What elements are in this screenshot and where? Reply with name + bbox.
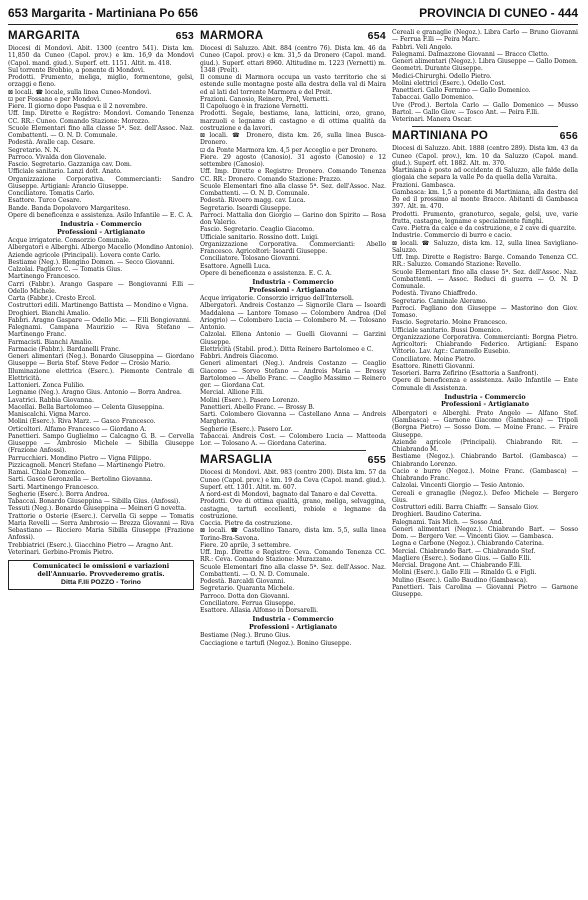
notice-text: Comunicateci le omissioni e variazioni dell'Annuario. Provvederemo gratis. <box>32 563 170 578</box>
section-heading: Industria - Commercio Professioni - Artigianato <box>56 220 146 236</box>
business-listing: Acque irrigatorie. Consorzio Comunale. Albergatori e Alberghi. Albergo Macello (Mondino Antonio). Aziende agricole (Principali). Lovera conte Carlo. Bestiame (Neg.). Blengino Domen. — Secco Giovanni. Calzolai. Pagliero C. — Tomatis Gius. Martinengo Francesco. Carri (Fabbr.). Arango Gaspare — Bongiovanni F.lli — Odello Michele. Carta (Fabbr.). Cresto Ercol. Costruttori edili. Martinengo Battista — Mondino e Vigna. Droghieri. Bianchi Amalio. Fabbri. Aragno Gaspare — Odello Mic. — F.lli Bongiovanni. Falegnami. Campana Maurizio — Riva Stefano — Martinengo Franc. Farmacisti. Bianchi Amalio. Farmacie (Fabbr.). Bardanelli Franc. Generi alimentari (Neg.). Bonardo Giuseppina — Giordano Giuseppe — Beria Stef. Steve Fedor — Crosio Mario. Illuminazione elettrica (Eserc.). Piemonte Centrale di Elettricità. Lattonieri. Zonca Fulilio. Legname (Neg.). Aragno Gius. Antonio — Borra Andrea. Lavatrici. Rabbia Giovanna. Macellai. Bella Bartolomeo — Celenta Giuseppina. Maniscalchi. Vigna Marco. Molini (Eserc.). Riva Marz. — Gasco Francesco. Orticoltori. Alfamo Francesco — Giordano A. Panettieri. Sampo Guglielmo — Calcagno G. B. — Cervella Giuseppe — Ambrosio Michele — Sibilla Giuseppe (Frazione Anfossi). Parrucchieri. Mondino Pietro — Vigna Filippo. Pizzicagnoli. Mencri Stefano — Martinengo Pietro. Ramai. Chiale Domenico. Sarti. Gasco Geronzella — Bertolino Giovanna. Sarti. Martinengo Francesco. Segherie (Eserc.). Borra Andrea. Tabaccai. Bonardo Giuseppina — Sibilla Gius. (Anfossi). Tessuti (Neg.). Bonardo Giuseppina — Meineri G novetta. Trattorie o Osterie (Eserc.). Cervella Gi seppe — Tomatis Maria Revelli — Serra Ambrosio — Brezza Giovanni — Riva Sebastiano — Ricciero Maria Sibilla Giuseppe (Frazione Anfossi). Trebbiatrici (Eserc.). Giacchino Pietro — Aragno Ant. Veterinari. Gerbino-Promis Pietro. <box>8 237 194 556</box>
entry-name: MARTINIANA PO <box>392 130 489 143</box>
entry-number: 653 <box>175 30 194 42</box>
columns <box>8 29 578 889</box>
business-listing: Albergatori e Alberghi. Prato Angelo — Alfano Stef. (Gambasca) — Garnone Giacomo (Gambasca) — Tripoli (Borgna Pietro) — Sosso Dom. — Moine Franc. — Fraire Giuseppe. Aziende agricole (Principali). Chiabrando Rit. — Chiabrando M. Bestiame (Negoz.). Chiabrando Bartol. (Gambasca) — Chiabrando Lorenzo. Cacio e burro (Negoz.). Moine Franc. (Gambasca) — Chiabrando Franc. Calzolai. Vincenti Giorgio — Tesio Antonio. Cereali e granaglie (Negoz.). Defeo Michele — Bergero Gius. Costruttori edili. Barra Chiaffr. — Sansalo Giov. Droghieri. Baudino Caterina. Falegnami. Tais Mich. — Sosso And. Generi alimentari (Negoz.). Chiabrando Bart. — Sosso Dom. — Bergero Ver. — Vincenti Giov. — Gambasca. Legna e Carbone (Negoz.). Chiabrando Caterina. Mercial. Chiabrando Bart. — Chiabrando Stef. Magliere (Eserc.). Sodano Gius. — Gallo F.lli. Mercial. Dragone Ant. — Chiabrando F.lli. Molini (Eserc.). Gallo F.lli — Rinaldo G. e Figli. Mulino (Eserc.). Gallo Baudino (Gambasca). Panettieri. Tais Carolina — Giovanni Pietro — Garnone Giuseppe. <box>392 409 578 598</box>
business-listing: Acque irrigatorie. Consorzio irriguo dell'Intersoli. Albergatori. Andreis Costanzo — Signorile Clara — Isoardi Maddalena — Lantore Tomaso — Colombero Andrea (Del Ariogrio) — Colombero Lucia — Colombero M. — Tolosano Antonio. Calzolai. Ellena Antonio — Guelli Giovanni — Garzini Giuseppe. Elettricità (Stabil. prod.). Ditta Reinero Bartolomeo e C. Fabbri. Andreis Giacomo. Generi alimentari (Neg.). Andreis Costanzo — Ceaglio Giacomo — Sorvo Stefano — Andreis Maria — Brossy Bartolomeo — Abello Franc. — Ceaglio Massimo — Reinero ger. — Giordana Cat. Mercial. Allione F.lli. Molini (Eserc.). Pasero Lorenzo. Panettieri. Abello Franc. — Brossy B. Sarti. Colombero Giovanna — Castellano Anna — Andreis Margherita. Segherie (Eserc.). Pasero Lor. Tabaccai. Andreis Cost. — Colombero Lucia — Matteoda Lor. — Tolosano A. — Giordana Caterina. <box>200 295 386 447</box>
column-2 <box>200 29 386 889</box>
header-left: 653 Margarita - Martiniana Po 656 <box>8 6 199 20</box>
entry-body: Diocesi di Mondovì. Abit. 983 (centro 200). Dista km. 57 da Cuneo (Capol. prov.) e km. 19 da Ceva (Capol. mand. giud.). Superf. ett. 1301. Altit. m. 607. A nord-est di Mondovì, bagnato dal Tanaro e dal Cevetta. Prodotti. Ove di ottima qualità, grano, meliga, selvaggina, castagne, tartufi eccellenti, robiole e legname da costruzione. Caccia. Pietre da costruzione. ⊠ locali. ☎ Castellino Tanaro, dista km. 5,5, sulla linea Torino-Bra-Savona. Fiere. 20 aprile, 3 settembre. Uff. Imp. Dirette e Registro: Ceva. Comando Tenenza CC. RR.: Ceva. Comando Stazione: Murazzano. Scuole Elementari fino alla classe 5ª. Sez. dell'Assoc. Naz. Combattenti. — O. N. D. Comunale. Podestà. Barcaldi Giovanni. Segretario. Quaranta Michele. Parroco. Dotta don Giovanni. Conciliatore. Ferrua Giuseppe. Esattore. Allasia Alfonso in Dorsarelli. <box>200 469 386 614</box>
entry-body: Diocesi di Mondovì. Abit. 1300 (centro 541). Dista km. 11,850 da Cuneo (Capol. prov.) e km. 16,9 da Mondovì (Capol. mand. giud.). Superf. ett. 1151. Altit. m. 418. Sul torrente Brobbio, a ponente di Mondovì. Prodotti. Frumento, meliga, miglio, formentone, gelsi, orzaggi e fieno. ⊠ locali. ☎ locale, sulla linea Cuneo-Mondovì. ⊡ per Fossano e per Mondovì. Fiere. Il giorno dopo Pasqua e il 2 novembre. Uff. Imp. Dirette e Registro: Mondovì. Comando Tenenza CC. RR.: Cuneo. Comando Stazione: Morozzo. Scuole Elementari fino alla classe 5ª. Sez. dell'Assoc. Naz. Combattenti. — O. N. D. Comunale. Podestà. Avalle cap. Cesare. Segretario. N. N. Parroco. Vivalda don Giovenale. Fascio. Segretario. Gazzaniga cav. Dom. Ufficiale sanitario. Lanzi dott. Anato. Organizzazione Corporativa. Commercianti: Sandro Giuseppe. Artigiani: Arancio Giuseppe. Conciliatore. Tomatis Carlo. Esattore. Turco Cesare. Bande. Banda Dopolavoro Margariteso. Opere di beneficenza e assistenza. Asilo Infantile — E. C. A. <box>8 45 194 219</box>
entry-title-marmora <box>200 30 386 43</box>
entry-name: MARGARITA <box>8 30 81 42</box>
notice-publisher: Ditta F.lli POZZO - Torino <box>61 579 141 587</box>
entry-name: MARSAGLIA <box>200 454 273 467</box>
entry-name: MARMORA <box>200 30 264 42</box>
entry-body: Diocesi di Saluzzo. Abit. 884 (centro 76). Dista km. 46 da Cuneo (Capol. prov.) e km. 31,5 da Dronero (Capol. mand. giud.). Superf. ettari 8960. Altitudine m. 1223 (Vernetti) m. 1348 (Preit). Il comune di Marmora occupa un vasto territorio che si estende sulle montagne poste alla destra della val di Maira ed al lati del torrente Marmora e del Preit. Frazioni. Canosio, Reinero, Prel, Vernetti. Il Capoluogo è in frazione Vernetti. Prodotti. Segale, bestiame, lana, latticini, orzo, grano, marzuoli e legname di castagno e di ottima qualità da costruzione e da lavori. ⊠ locali. ☎ Dronero, dista km. 26, sulla linea Busca-Dronero. ⊡ da Ponte Marmora km. 4,5 per Acceglio e per Dronero. Fiere. 29 agosto (Canosio). 31 agosto (Canosio) e 12 settembre (Canosio). Uff. Imp. Dirette e Registro: Dronero. Comando Tenenza CC. RR.: Dronero. Comando Stazione: Prazzo. Scuole Elementari fino alla classe 5ª. Sez. dell'Assoc. Naz. Combattenti. — O. N. D. Comunale. Podestà. Rivoero magg. cav. Luca. Segretario. Isoardi Giuseppe. Parroci. Mattalia don Giorgio — Garino don Spirito — Rosa don Valerio. Fascio. Segretario. Ceaglio Giacomo. Ufficiale sanitario. Rossino dott. Luigi. Organizzazione Corporativa. Commercianti: Abello Francesco. Agricoltori: Isoardi Giuseppe. Conciliatore. Tolosano Giovanni. Esattore. Agnelli Luca. Opere di beneficenza e assistenza. E. C. A. <box>200 45 386 277</box>
entry-title-margarita <box>8 30 194 43</box>
entry-body: Diocesi di Saluzzo. Abit. 1888 (centro 289). Dista km. 43 da Cuneo (Capol. prov.), km. 10 da Saluzzo (Capol. mand. giud.). Superf. ett. 1882. Alt. m. 370. Martiniana è posto ad occidente di Saluzzo, alle falde della giogaia che separa la valle Po da quella della Varaita. Frazioni. Gambasca. Gambasca: km. 1,5 a ponente di Martiniana, alla destra del Po ed il prossimo al monte Bracco. Abitanti di Gambasca 397. Alt. m. 470. Prodotti. Frumento, granoturco, segale, gelsi, uve, varie frutta, castagne, legname e specialmente funghi. Cave. Pietra da calce e da costruzione, e 2 cave di quarzite. Industrie. Commercio di burro e cacio. ⊠ locali. ☎ Saluzzo, dista km. 12, sulla linea Savigliano-Saluzzo. Uff. Imp. Dirette e Registro: Barge. Comando Tenenza CC. RR.: Saluzzo. Comando Stazione: Revello. Scuole Elementari fino alla classe 5ª. Sez. dell'Assoc. Naz. Combattenti. — Assoc. Reduci di guerra — O. N. D Comunale. Podestà. Tivano Chiaffredo. Segretario. Caminale Aleramo. Parroci. Pagliano don Giuseppe — Mastorino don Giov. Tomaso. Fascio. Segretario. Moine Francesco. Ufficiale sanitario. Bussi Domenico. Organizzazione Corporativa. Commercianti: Borgna Pietro. Agricoltori: Chiabrando Federico. Artigiani: Espano Vittorio. Lav. Agr.: Caramello Eusebio. Conciliatore. Moine Pietro. Esattore. Rinetti Giovanni. Tesorieri. Barra Zefirino (Esattoria a Sanfront). Opere di beneficenza e assistenza. Asilo Infantile — Ente Comunale di Assistenza. <box>392 145 578 392</box>
business-listing-continued: Cereali e granaglie (Negoz.). Libra Carlo — Bruno Giovanni — Ferrua F.lli — Peira Marc. Fabbri. Veli Angelo. Falegnami. Dalmazzone Giovanni — Bracco Cletto. Generi alimentari (Negoz.). Libra Giuseppe — Gallo Domen. Geometri. Durante Giuseppe. Medici-Chirurghi. Odello Pietro. Molini elettrici (Eserc.). Odello Cost. Panettieri. Gallo Fermino — Gallo Domenico. Tabaccai. Gallo Domenico. Uve (Prod.). Bertola Carlo — Gallo Domenico — Musso Bartol. — Gallo Giov. — Tosco Ant. — Peira F.lli. Veterinari. Manera Oscar. <box>392 29 578 123</box>
section-heading: Industria - Commercio Professioni - Artigianato <box>440 392 530 409</box>
divider <box>220 450 366 451</box>
header-right: PROVINCIA DI CUNEO - 444 <box>419 6 578 20</box>
column-1 <box>8 29 194 889</box>
notice-box <box>8 560 194 590</box>
page-header <box>8 6 578 25</box>
section-heading: Industria - Commercio Professioni - Artigianato <box>248 278 338 294</box>
entry-title-marsaglia <box>200 454 386 467</box>
entry-number: 655 <box>367 454 386 467</box>
entry-number: 656 <box>559 130 578 143</box>
section-heading: Industria - Commercio Professioni - Artigianato <box>248 615 338 631</box>
column-3 <box>392 29 578 889</box>
entry-number: 654 <box>367 30 386 42</box>
divider <box>412 126 558 127</box>
entry-title-martiniana-po <box>392 130 578 143</box>
business-listing: Bestiame (Neg.). Bruno Gius. Cacciagione e tartufi (Negoz.). Bonino Giuseppe. <box>200 632 352 647</box>
